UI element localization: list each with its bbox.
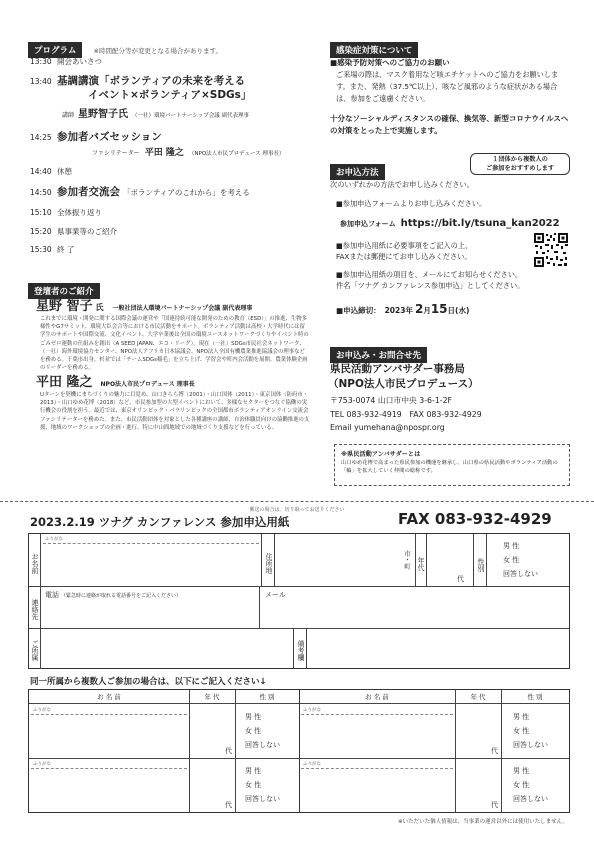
form-fax: FAX 083-932-4929 — [398, 510, 552, 528]
apply-deadline: ■申込締切： 2023年 2 月 15 日 (水) — [336, 302, 470, 316]
speaker1-name: 星野 智子 — [36, 299, 93, 314]
contact-label: 連絡先 — [29, 586, 41, 628]
buzz-facilitator: ファシリテーター 平田 隆之 （NPO法人市民プロデュース 理事長） — [92, 148, 285, 158]
apply-web: ■参加申込フォームよりお申し込みください。 — [336, 199, 487, 208]
keynote-title: 基調講演「ボランティアの未来を考える — [57, 75, 246, 87]
contact-org: 県民活動アンバサダー事務局 — [330, 363, 465, 375]
qr-code-icon — [533, 232, 569, 268]
keynote-title-line2: イベント×ボランティア×SDGs」 — [88, 89, 252, 101]
program-header: プログラム — [28, 42, 82, 58]
address-input[interactable] — [277, 536, 417, 584]
name-input[interactable] — [43, 546, 261, 584]
infection-header: 感染症対策について — [330, 38, 418, 58]
program-row: 14:25 参加者バズセッション — [30, 131, 162, 143]
apply-header: お申込方法 — [330, 160, 385, 180]
participant-name-input[interactable] — [301, 770, 453, 810]
participant-name-input[interactable] — [301, 716, 453, 756]
apply-intro: 次のいずれかの方法でお申し込みください。 — [330, 180, 474, 189]
program-row: 14:40 休憩 — [30, 167, 72, 176]
gender-female[interactable]: 女 性 — [503, 556, 520, 564]
contact-address: 〒753-0074 山口市中央 3-6-1-2F — [330, 396, 453, 405]
infection-title: ■感染予防対策へのご協力のお願い — [330, 58, 450, 67]
contact-org2: （NPO法人市民プロデュース） — [328, 378, 479, 390]
gender-options[interactable] — [503, 539, 538, 581]
application-form: お名前 ふりがな 住所地 市・町 年代 代 性別 男 性 女 性 回答しない 連絡先 電話 （緊急時に連絡が取れる電話番号をご記入ください） メール ご所属 備考欄 — [28, 533, 570, 669]
contact-header: お申込み・お問合せ先 — [330, 343, 427, 363]
speaker2-bio: Uターンを契機にまちづくりの魅力に目覚め、山口きらら博（2001）・山口国体（2011）・東京国体（防府市・2013）・山口ゆめ花博（2018）など、市民参加型の大型イベントにおいて、多様なセクターをつなぐ協働の実行機会の役割を担う。最近では、東京オリンピック・パラリンピックの全国都市ボランティアオンライン交流会ファシリテーターを務めた。また、市民活動団体を対象とした各種講座の講師、自治体職員向けの協働推進の支援、地域のワークショップの企画・進行、特に中山間地域での地域づくり支援などを行っている。 — [40, 392, 310, 431]
speaker2-heading: 平田 隆之 NPO法人市民プロデュース 理事長 — [36, 371, 195, 390]
program-row: 15:10 全体振り返り — [30, 208, 102, 217]
apply-mail: ■参加申込用紙の項目を、メールにてお知らせください。 件名「ツナグ カンファレンス参加申込」としてください。 — [336, 270, 525, 290]
participant-gender[interactable]: 男 性 女 性 回答しない — [513, 767, 548, 803]
infection-body: ご来場の際は、マスク着用など咳エチケットへのご協力をお願いします。また、発熱（37.5℃以上）、咳など風邪のような症状がある場合は、参加をご遠慮ください。 — [336, 70, 559, 103]
speaker1-heading: 星野 智子 氏 一般社団法人環境パートナーシップ会議 副代表理事 — [36, 295, 252, 314]
remarks-input[interactable] — [309, 630, 565, 667]
apply-fax: ■参加申込用紙に必要事項をご記入の上、 FAXまたは郵便にてお申し込みください。 — [336, 241, 473, 261]
participant-name-input[interactable] — [31, 716, 187, 756]
speakers-header: 登壇者のご紹介 — [28, 279, 100, 299]
ambassador-note: ※県民活動アンバサダーとは 山口ゆめ花博で高まった県民参加の機運を継承し、山口県の県民活動やボランティア活動の「輪」を拡大していく仲間の総称です。 — [334, 444, 570, 486]
program-row: 15:30 終 了 — [30, 245, 75, 254]
speaker1-bio: これまでに環境・開発に関する国際会議の運営や「国連持続可能な開発のための教育（ESD）」の推進、生物多様性やG7サミット、環境大臣会合等における市民活動をサポート。ボランティア活動は高校・大学時代には留学生のサポートや国際交流、文化イベント、大学卒業後は全国の環境ユースネットワークづくりやイベント時のごみゼロ運動の仕組みを創出（A SEED JAPAN、エコ・リーグ）。現在（一社）SDGs市民社会ネットワーク、（一社）海外環境協力センター、NPO法人アフリカ日本協議会、NPO法人全国有機農業推進協議会の理事などを務める。千葉市出身。杉並では「チームSDGs稲毛」を立ち上げ、学習会や町内会活動を展開。農業体験企画のリーダーを務める。 — [40, 316, 309, 372]
phone-input[interactable] — [43, 600, 257, 626]
age-label: 年代 — [415, 534, 427, 586]
affiliation-label: ご所属 — [29, 628, 41, 669]
program-row: 14:50 参加者交流会 「ボランティアのこれから」を考える — [30, 186, 250, 198]
privacy-note: ※いただいた個人情報は、当事業の運営以外には使用いたしません。 — [398, 819, 568, 825]
affiliation-input[interactable] — [43, 630, 293, 667]
multi-participant-table: お 名 前 年 代 性 別 お 名 前 年 代 性 別 ふりがな 代 男 性 女 性 回答しない ふりがな 代 男 性 女 性 回答しない ふりがな 代 男 性 女 性 回答しない ふりがな 代 男 性 女 性 回答しない — [28, 689, 570, 813]
gender-male[interactable]: 男 性 — [503, 542, 520, 550]
email-input[interactable] — [265, 600, 565, 626]
program-row: 15:20 県事業等のご紹介 — [30, 227, 117, 236]
cut-note: 郵送の場合は、切り取ってお送りください — [243, 507, 350, 513]
city-label: 市・町 — [403, 550, 411, 570]
participant-gender[interactable]: 男 性 女 性 回答しない — [245, 767, 280, 803]
program-row: 13:30 開会あいさつ — [30, 57, 102, 66]
apply-form-link[interactable]: 参加申込フォーム https://bit.ly/tsuna_kan2022 — [340, 218, 560, 229]
participant-gender[interactable]: 男 性 女 性 回答しない — [513, 713, 548, 749]
program-row: 13:40 基調講演「ボランティアの未来を考える — [30, 75, 246, 87]
contact-tel: TEL 083-932-4919 FAX 083-932-4929 — [330, 410, 482, 419]
participant-name-input[interactable] — [31, 770, 187, 810]
remarks-label: 備考欄 — [293, 628, 307, 669]
apply-callout: １団体から複数人の ご参加をおすすめします — [470, 153, 570, 175]
infection-bold: 十分なソーシャルディスタンスの確保、換気等、新型コロナウイルスへの対策をとった上で実施します。 — [330, 114, 569, 135]
multi-title: 同一所属から複数人ご参加の場合は、以下にご記入ください↓ — [30, 677, 267, 687]
keynote-speaker: 講師 星野智子氏 （一社）環境パートナーシップ会議 副代表理事 — [62, 109, 250, 120]
participant-gender[interactable]: 男 性 女 性 回答しない — [245, 713, 280, 749]
program-note: ※時間配分等が変更となる場合があります。 — [93, 47, 222, 55]
gender-no-answer[interactable]: 回答しない — [503, 570, 538, 578]
speaker2-name: 平田 隆之 — [36, 375, 93, 390]
gender-label: 性別 — [473, 534, 487, 586]
contact-email[interactable]: Email yumehana@npospr.org — [330, 423, 445, 432]
program-section — [28, 38, 222, 58]
form-title: 2023.2.19 ツナグ カンファレンス 参加申込用紙 — [30, 515, 290, 529]
name-label: お名前 — [29, 534, 41, 586]
address-label: 住所地 — [261, 534, 275, 586]
